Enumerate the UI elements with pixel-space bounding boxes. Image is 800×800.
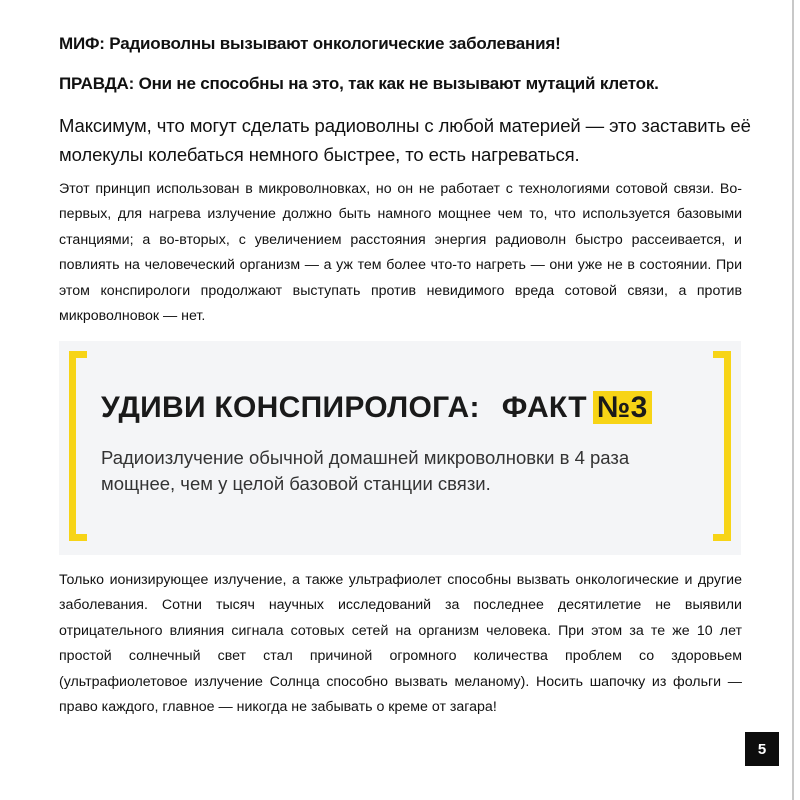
fact-title [101,391,721,425]
fact-number-badge: №3 [593,391,652,424]
myth-heading: МИФ: Радиоволны вызывают онкологические заболевания! [59,34,561,53]
fact-title-word: ФАКТ [501,391,587,424]
left-bracket-decoration [69,351,87,541]
fact-text: Радиоизлучение обычной домашней микроволновки в 4 раза мощнее, чем у целой базовой станции связи. [101,447,630,494]
fact-callout [59,341,741,555]
body-paragraph-2: Только ионизирующее излучение, а также ультрафиолет способны вызвать онкологические и другие заболевания. Сотни тысяч научных исследований за последнее десятилетие не выявили отрицательного влияния сигнала сотовых сетей на организм человека. При этом за те же 10 лет простой солнечный свет стал причиной огромного количества проблем со здоровьем (ультрафиолетовое излучение Солнца способно вызвать меланому). Носить шапочку из фольги — право каждого, главное — никогда не забывать о креме от загара! [59,572,742,716]
right-bracket-decoration [713,351,731,541]
fact-title-lead: УДИВИ КОНСПИРОЛОГА: [101,391,480,424]
page-number: 5 [745,732,779,766]
lead-paragraph: Максимум, что могут сделать радиоволны с любой материей — это заставить её молекулы колебаться немного быстрее, то есть нагреваться. [59,115,751,165]
truth-heading: ПРАВДА: Они не способны на это, так как не вызывают мутаций клеток. [59,74,659,93]
page-edge-divider [792,0,794,800]
body-paragraph-1: Этот принцип использован в микроволновках, но он не работает с технологиями сотовой связи. Во-первых, для нагрева излучение должно быть намного мощнее чем то, что используется базовыми станциями; а во-вторых, с увеличением расстояния энергия радиоволн быстро рассеивается, и повлиять на человеческий организм — а уж тем более что-то нагреть — они уже не в состоянии. При этом конспирологи продолжают выступать против невидимого вреда сотовой связи, а против микроволновок — нет. [59,181,742,325]
